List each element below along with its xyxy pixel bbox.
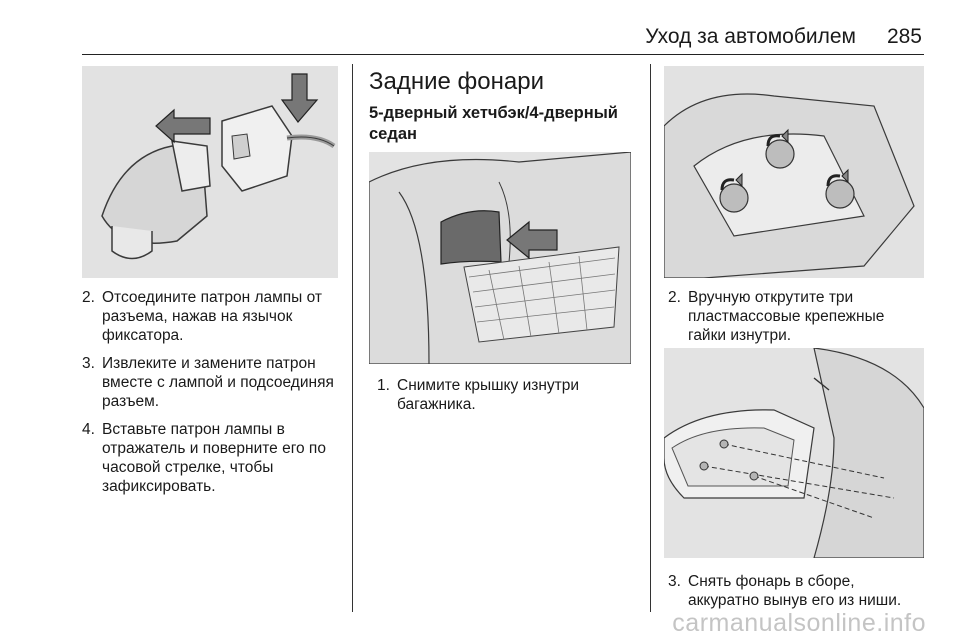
subsection-title: 5-дверный хетчбэк/4-дверный седан — [369, 104, 618, 143]
middle-steps-list — [377, 376, 627, 423]
section-title: Задние фонари — [369, 68, 544, 95]
step-number: 4. — [82, 421, 95, 438]
right-steps-list-top — [668, 288, 926, 354]
page-header — [0, 0, 960, 56]
step-text: Вручную открутите три пластмассовые крепежные гайки изнутри. — [688, 289, 885, 344]
chapter-title: Уход за автомобилем — [645, 25, 856, 48]
list-item — [668, 288, 926, 345]
step-number: 3. — [668, 573, 681, 590]
step-text: Снимите крышку изнутри багажника. — [397, 377, 580, 413]
step-text: Снять фонарь в сборе, аккуратно вынув его из ниши. — [688, 573, 902, 609]
list-item — [668, 572, 926, 610]
step-number: 2. — [82, 289, 95, 306]
left-steps-list — [82, 288, 344, 505]
watermark: carmanualsonline.info — [672, 609, 926, 637]
header-rule — [82, 54, 924, 55]
column-divider-left — [352, 64, 353, 612]
lamp-connector-illustration — [82, 66, 338, 278]
step-number: 3. — [82, 355, 95, 372]
list-item — [82, 354, 344, 411]
page-number: 285 — [886, 25, 922, 48]
step-text: Отсоедините патрон лампы от разъема, нажав на язычок фиксатора. — [102, 289, 322, 344]
plastic-nuts-illustration — [664, 66, 924, 278]
list-item — [82, 420, 344, 496]
step-number: 1. — [377, 377, 390, 394]
list-item — [82, 288, 344, 345]
column-divider-right — [650, 64, 651, 612]
step-text: Извлеките и замените патрон вместе с лампой и подсоединяя разъем. — [102, 355, 334, 410]
step-number: 2. — [668, 289, 681, 306]
trunk-cover-illustration — [369, 152, 631, 364]
step-text: Вставьте патрон лампы в отражатель и поверните его по часовой стрелке, чтобы зафиксировать. — [102, 421, 326, 495]
taillight-removal-illustration — [664, 348, 924, 558]
list-item — [377, 376, 627, 414]
